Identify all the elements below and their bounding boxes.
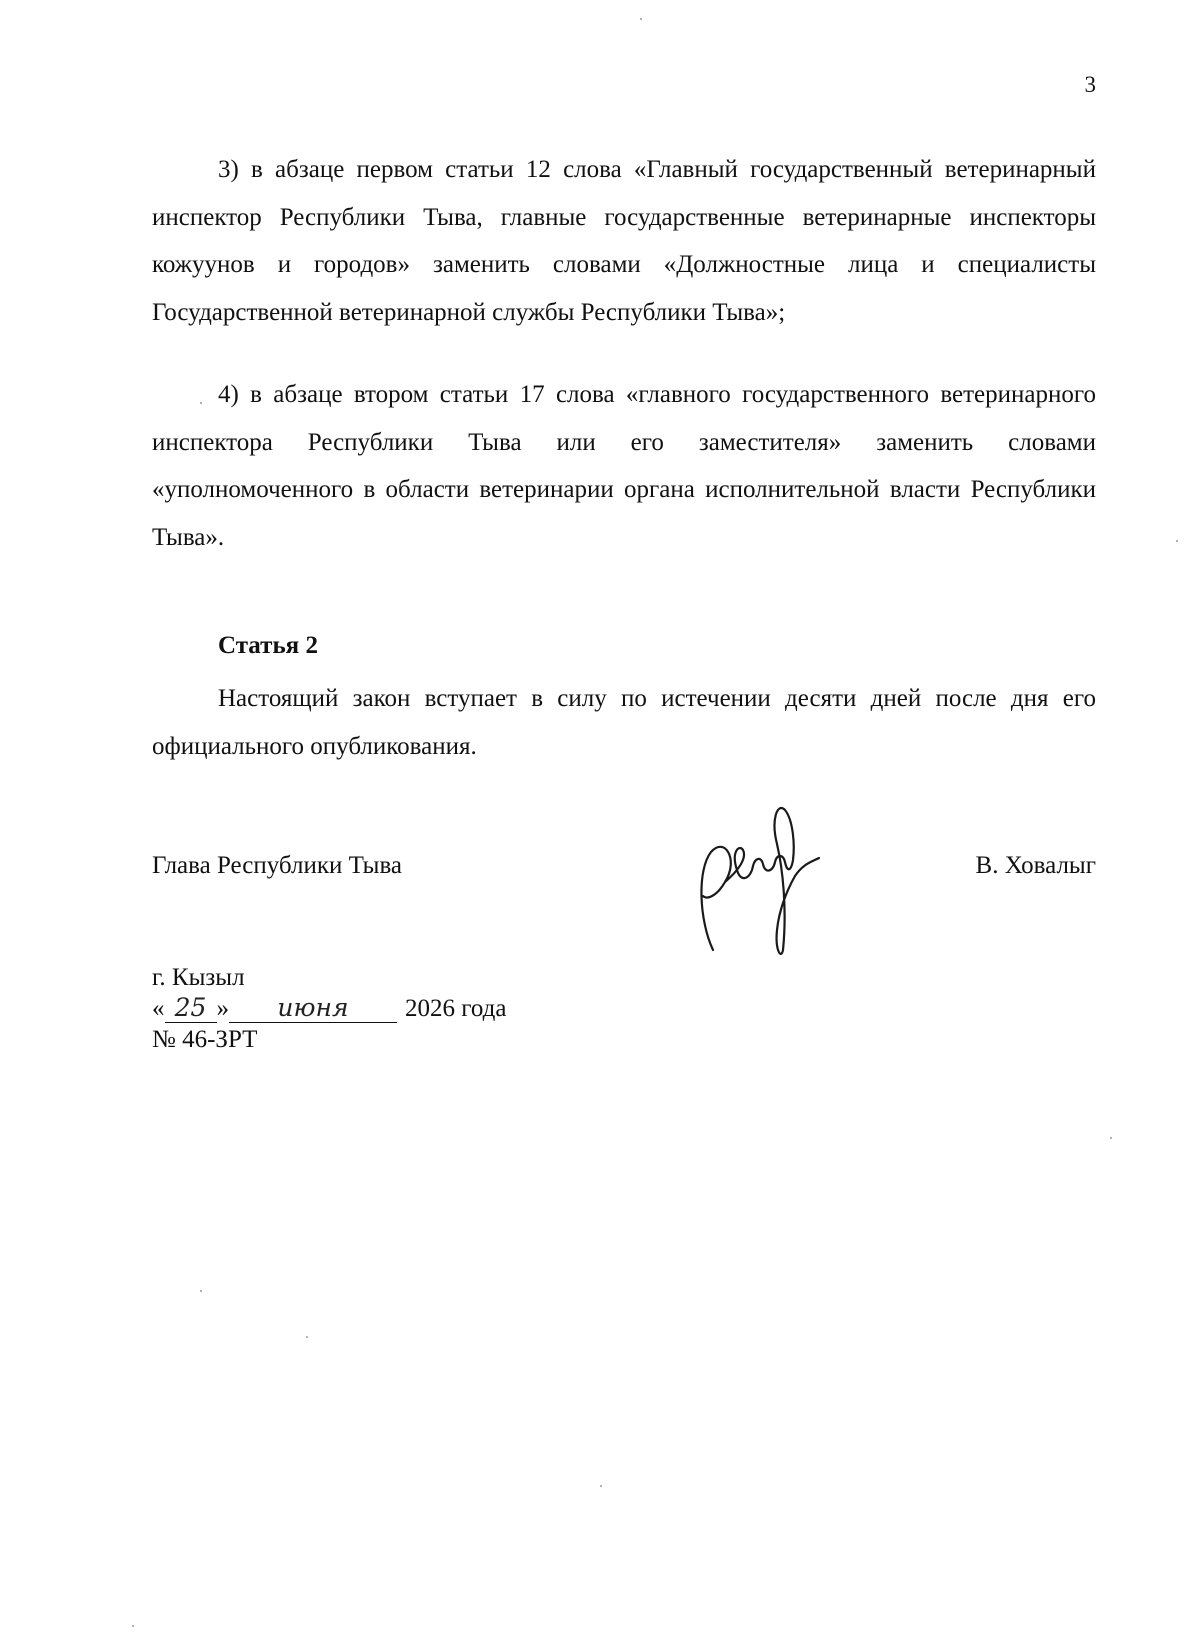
page-number: 3 — [1084, 72, 1096, 97]
law-number: № 46-ЗРТ — [152, 1026, 258, 1053]
scan-speck — [132, 1625, 134, 1627]
amendment-paragraph-3 — [152, 146, 1096, 336]
scan-speck — [600, 1485, 602, 1487]
scan-speck — [640, 18, 642, 20]
amendment-paragraph-4 — [152, 371, 1096, 561]
scan-speck — [200, 1290, 202, 1292]
paragraph-text: 4) в абзаце втором статьи 17 слова «главного государственного ветеринарного инспектора Республики Тыва или его заместителя» заменить словами «уполномоченного в области ветеринарии органа исполнительной власти Республики Тыва». — [152, 381, 1096, 551]
scan-speck — [306, 1336, 308, 1338]
date-day-field — [165, 995, 217, 1023]
date-day: 25 — [174, 993, 207, 1022]
date-close-quote: » — [216, 995, 229, 1022]
scan-speck — [1110, 1137, 1112, 1139]
signatory-position: Глава Республики Тыва — [152, 852, 403, 879]
handwritten-signature-icon — [695, 800, 830, 960]
date-year: 2026 года — [405, 995, 507, 1022]
date-open-quote: « — [152, 995, 165, 1022]
document-meta — [152, 962, 506, 1055]
scan-speck — [1176, 540, 1178, 542]
article-body — [152, 675, 1096, 770]
article-title: Статья 2 — [218, 632, 318, 659]
paragraph-text: 3) в абзаце первом статьи 12 слова «Главный государственный ветеринарный инспектор Республики Тыва, главные государственные ветеринарные инспекторы кожуунов и городов» заменить словами «Должностные лица и специалисты Государственной ветеринарной службы Республики Тыва»; — [152, 156, 1096, 326]
date-month-field — [229, 995, 397, 1023]
date-month: июня — [277, 993, 349, 1022]
scan-speck — [200, 402, 202, 404]
place: г. Кызыл — [152, 964, 245, 991]
article-text: Настоящий закон вступает в силу по истечении десяти дней после дня его официального опубликования. — [152, 685, 1096, 760]
date-line — [152, 993, 506, 1024]
signatory-name: В. Ховалыг — [975, 852, 1096, 879]
